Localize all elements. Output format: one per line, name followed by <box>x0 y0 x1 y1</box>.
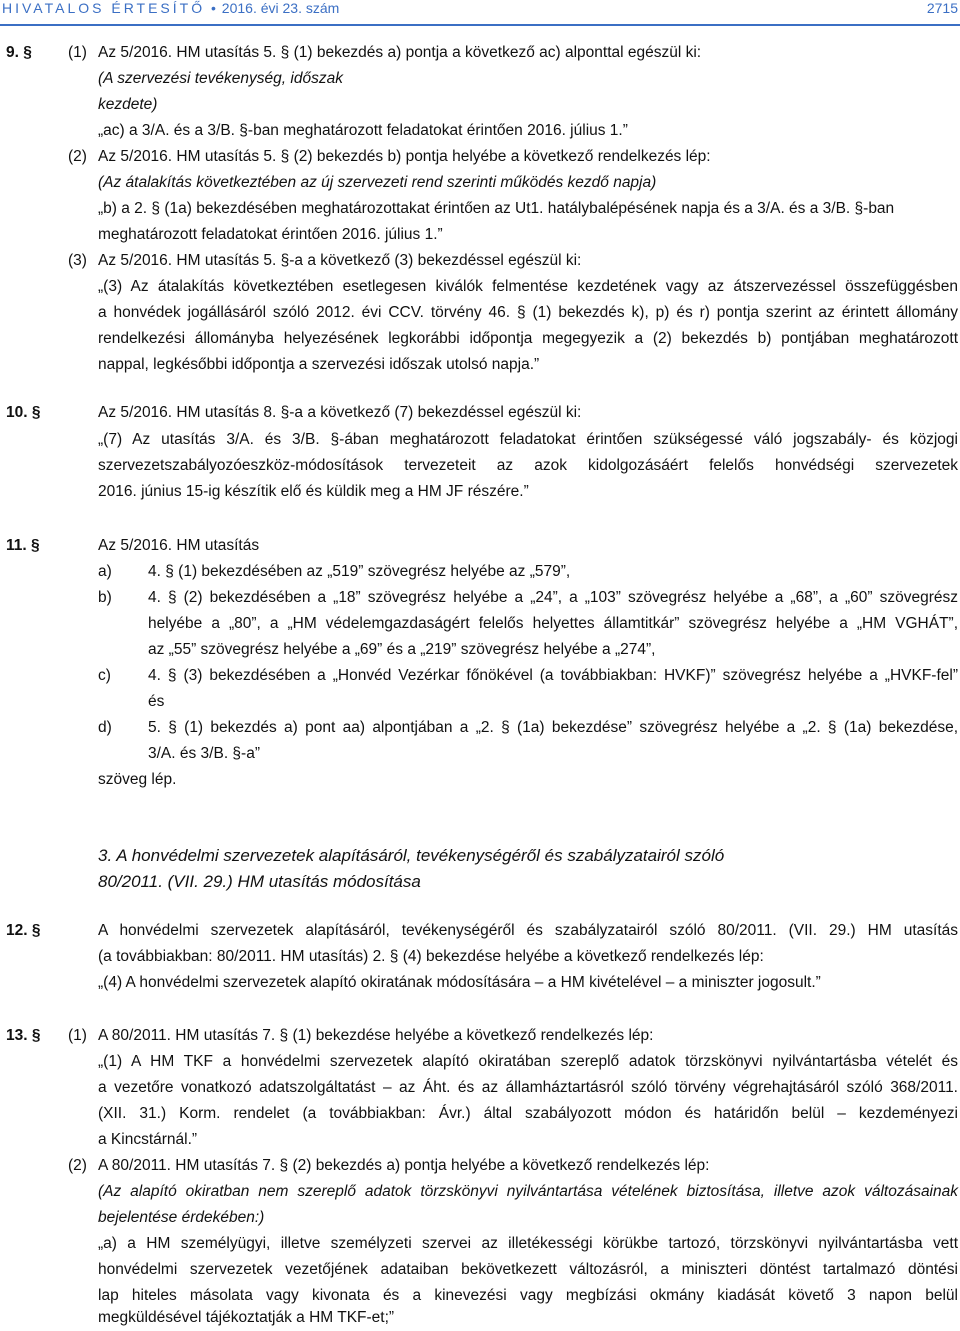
s11-a-text: 4. § (1) bekezdésében az „519” szövegrész helyébe az „579”, <box>148 563 571 580</box>
s12-line-1: A honvédelmi szervezetek alapításáról, tevékenységéről és szabályzatairól szóló 80/2011. (VII. 29.) HM utasítás <box>98 922 958 939</box>
s11-b-line-2: helyébe a „80”, a „HM védelemgazdaságért felelős helyettes államtitkár” szövegrész helyébe a „HM VGHÁT”, <box>148 615 958 632</box>
s13-p2-quote-1: „a) a HM személyügyi, illetve személyzeti szervei az illetékességi körükbe tartozó, törzskönyvi nyilvántartásba vett <box>98 1235 958 1252</box>
s13-p1-text: A 80/2011. HM utasítás 7. § (1) bekezdése helyébe a következő rendelkezés lép: <box>98 1027 654 1044</box>
s13-p2-text: A 80/2011. HM utasítás 7. § (2) bekezdés a) pontja helyébe a következő rendelkezés lép: <box>98 1157 710 1174</box>
s11-c-marker: c) <box>98 667 111 684</box>
header-separator: • <box>207 0 220 16</box>
header-rule <box>0 24 960 26</box>
section-10-number: 10. § <box>6 404 41 421</box>
s9-p2-text: Az 5/2016. HM utasítás 5. § (2) bekezdés b) pontja helyébe a következő rendelkezés lép: <box>98 148 711 165</box>
s11-closing: szöveg lép. <box>98 771 177 788</box>
s13-p2-italic-1: (Az alapító okiratban nem szereplő adatok törzskönyvi nyilvántartása vételének biztosítása, illetve azok változásainak <box>98 1183 958 1200</box>
s13-p2-italic-2: bejelentése érdekében:) <box>98 1209 265 1226</box>
s9-p2-italic: (Az átalakítás következtében az új szervezeti rend szerinti működés kezdő napja) <box>98 174 657 191</box>
s10-text: Az 5/2016. HM utasítás 8. §-a a következő (7) bekezdéssel egészül ki: <box>98 404 582 421</box>
s11-text: Az 5/2016. HM utasítás <box>98 537 260 554</box>
s13-p2-marker: (2) <box>68 1157 87 1174</box>
s9-p1-marker: (1) <box>68 44 87 61</box>
s11-c-line-1: 4. § (3) bekezdésében a „Honvéd Vezérkar főnökével (a továbbiakban: HVKF)” szövegrész helyébe a „HVKF-fel” <box>148 667 958 684</box>
page-number: 2715 <box>926 0 958 16</box>
chapter-title-line-2: 80/2011. (VII. 29.) HM utasítás módosítása <box>98 872 421 891</box>
s9-p3-quote-2: a honvédek jogállásáról szóló 2012. évi CCV. törvény 46. § (1) bekezdés k), p) és r) pontja szerint az érintett állomány <box>98 304 958 321</box>
s11-b-line-1: 4. § (2) bekezdésében a „18” szövegrész helyébe a „24”, a „103” szövegrész helyébe a „68”, a „60” szövegrész <box>148 589 958 606</box>
s9-p3-quote-1: „(3) Az átalakítás következtében esetlegesen kiválók felmentése kezdetének vagy az átszervezéssel összefüggésben <box>98 278 958 295</box>
s9-p3-quote-4: nappal, legkésőbbi időpontja a szervezési időszak utolsó napja.” <box>98 356 540 373</box>
section-12-number: 12. § <box>6 922 41 939</box>
s11-b-marker: b) <box>98 589 112 606</box>
s11-d-line-2: 3/A. és 3/B. §-a” <box>148 745 260 762</box>
s11-c-line-2: és <box>148 693 165 710</box>
s13-p2-quote-4: megküldésével tájékoztatják a HM TKF-et;” <box>98 1309 395 1326</box>
s9-p1-quote: „ac) a 3/A. és a 3/B. §-ban meghatározott feladatokat érintően 2016. július 1.” <box>98 122 628 139</box>
s10-quote-3: 2016. június 15-ig készítik elő és küldik meg a HM JF részére.” <box>98 483 529 500</box>
journal-name: HIVATALOS ÉRTESÍTŐ <box>2 0 206 16</box>
s10-quote-2: szervezetszabályozóeszköz-módosítások tervezeteit az azok kidolgozásáért felelős honvédségi szervezetek <box>98 457 958 474</box>
s9-p2-marker: (2) <box>68 148 87 165</box>
s9-p1-italic-2: kezdete) <box>98 96 158 113</box>
s11-b-line-3: az „55” szövegrész helyébe a „69” és a „219” szövegrész helyébe a „274”, <box>148 641 656 658</box>
page-header <box>0 0 960 22</box>
s13-p1-quote-4: a Kincstárnál.” <box>98 1131 198 1148</box>
s9-p2-quote-2: meghatározott feladatokat érintően 2016. július 1.” <box>98 226 443 243</box>
s9-p1-text: Az 5/2016. HM utasítás 5. § (1) bekezdés a) pontja a következő ac) alponttal egészül ki: <box>98 44 702 61</box>
s13-p2-quote-3: lap hiteles másolata vagy kivonata és a kinevezési vagy megbízási okmány kiadását követő 3 napon belül <box>98 1287 958 1304</box>
s11-d-line-1: 5. § (1) bekezdés a) pont aa) alpontjában a „2. § (1a) bekezdése” szövegrész helyébe a „2. § (1a) bekezdése, <box>148 719 958 736</box>
s10-quote-1: „(7) Az utasítás 3/A. és 3/B. §-ában meghatározott feladatokat érintően szükségessé váló jogszabály- és közjogi <box>98 431 958 448</box>
section-13-number: 13. § <box>6 1027 41 1044</box>
s9-p1-italic-1: (A szervezési tevékenység, időszak <box>98 70 343 87</box>
s12-quote: „(4) A honvédelmi szervezetek alapító okiratának módosítására – a HM kivételével – a miniszter jogosult.” <box>98 974 821 991</box>
section-11-number: 11. § <box>6 537 40 554</box>
s11-d-marker: d) <box>98 719 112 736</box>
s13-p2-quote-2: honvédelmi szervezetek vezetőjének adataiban bekövetkezett változásról, a miniszteri döntést tartalmazó döntési <box>98 1261 958 1278</box>
s11-a-marker: a) <box>98 563 112 580</box>
s9-p3-quote-3: rendelkezési állományba helyezésének legkorábbi időpontja megegyezik a (2) bekezdés b) pontjában meghatározott <box>98 330 958 347</box>
s9-p2-quote-1: „b) a 2. § (1a) bekezdésében meghatározottakat érintően az Ut1. hatálybalépésének napja és a 3/A. és a 3/B. §-ban <box>98 200 895 217</box>
s12-line-2: (a továbbiakban: 80/2011. HM utasítás) 2. § (4) bekezdése helyébe a következő rendelkezés lép: <box>98 948 764 965</box>
s13-p1-quote-2: a vezetőre vonatkozó adatszolgáltatást – az Áht. és az államháztartásról szóló törvény végrehajtásáról szóló 368/2011. <box>98 1079 958 1096</box>
s13-p1-quote-1: „(1) A HM TKF a honvédelmi szervezetek alapító okiratában szereplő adatok törzskönyvi nyilvántartásba vételét és <box>98 1053 958 1070</box>
chapter-title-line-1: 3. A honvédelmi szervezetek alapításáról, tevékenységéről és szabályzatairól szóló <box>98 846 725 865</box>
s13-p1-quote-3: (XII. 31.) Korm. rendelet (a továbbiakban: Ávr.) által szabályozott módon és határidőn belül – kezdeményezi <box>98 1105 958 1122</box>
section-9-number: 9. § <box>6 44 32 61</box>
issue-date: 2016. évi 23. szám <box>221 0 340 16</box>
s9-p3-marker: (3) <box>68 252 87 269</box>
header-journal-date <box>2 0 339 16</box>
s13-p1-marker: (1) <box>68 1027 87 1044</box>
s9-p3-text: Az 5/2016. HM utasítás 5. §-a a következő (3) bekezdéssel egészül ki: <box>98 252 582 269</box>
